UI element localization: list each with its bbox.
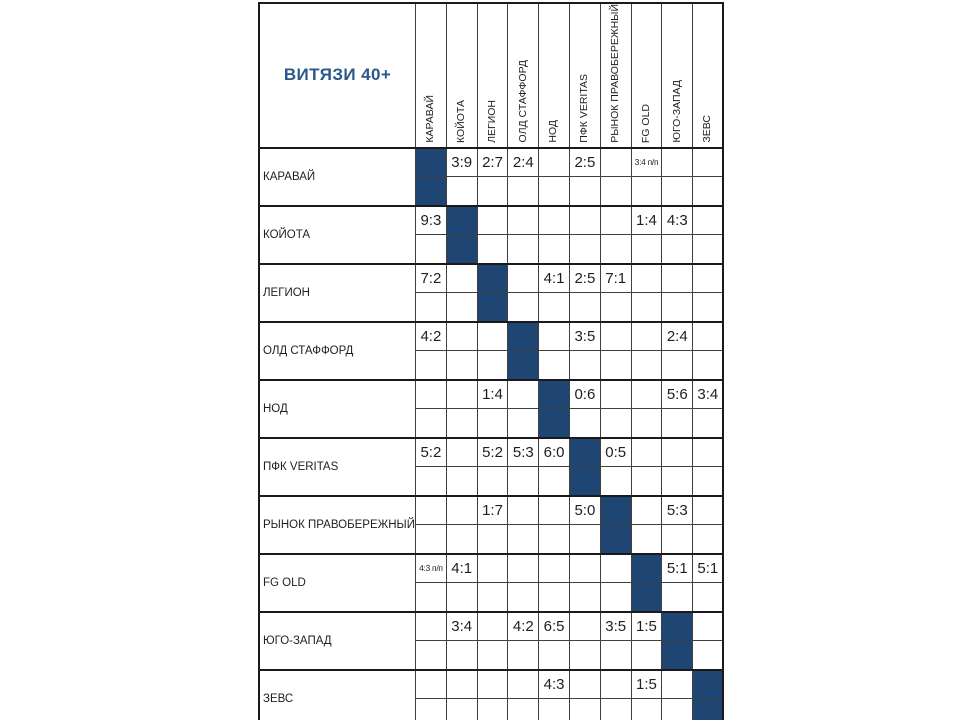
empty-cell [539, 177, 570, 206]
empty-cell [539, 322, 570, 351]
empty-cell [446, 438, 477, 467]
empty-cell [693, 583, 724, 612]
empty-cell [416, 380, 447, 409]
empty-cell [416, 409, 447, 438]
empty-cell [600, 148, 631, 177]
score-cell: 5:6 [662, 380, 693, 409]
empty-cell [631, 293, 662, 322]
column-header-label: ОЛД СТАФФОРД [516, 60, 529, 143]
empty-cell [600, 641, 631, 670]
empty-cell [416, 235, 447, 264]
row-label: ПФК VERITAS [259, 438, 416, 496]
team-row [259, 670, 723, 699]
empty-cell [631, 351, 662, 380]
column-header [600, 3, 631, 148]
empty-cell [600, 177, 631, 206]
score-cell: 6:5 [539, 612, 570, 641]
empty-cell [600, 322, 631, 351]
diagonal-cell [569, 467, 600, 496]
empty-cell [569, 583, 600, 612]
score-cell: 1:4 [477, 380, 508, 409]
team-row [259, 438, 723, 467]
empty-cell [631, 467, 662, 496]
empty-cell [662, 525, 693, 554]
empty-cell [600, 699, 631, 720]
empty-cell [631, 525, 662, 554]
empty-cell [662, 467, 693, 496]
empty-cell [693, 235, 724, 264]
empty-cell [662, 235, 693, 264]
score-cell: 5:3 [508, 438, 539, 467]
column-header-label: ЗЕВС [701, 115, 714, 143]
empty-cell [508, 264, 539, 293]
empty-cell [508, 699, 539, 720]
empty-cell [631, 380, 662, 409]
results-crosstable [258, 2, 724, 720]
empty-cell [508, 670, 539, 699]
column-header-label: КОЙОТА [454, 99, 467, 143]
column-header-label: ПФК VERITAS [578, 74, 591, 143]
empty-cell [569, 206, 600, 235]
empty-cell [416, 351, 447, 380]
empty-cell [539, 467, 570, 496]
diagonal-cell [600, 496, 631, 525]
team-row [259, 206, 723, 235]
empty-cell [662, 438, 693, 467]
empty-cell [662, 670, 693, 699]
empty-cell [477, 670, 508, 699]
empty-cell [416, 699, 447, 720]
score-cell: 1:5 [631, 670, 662, 699]
team-row [259, 264, 723, 293]
empty-cell [693, 322, 724, 351]
page-title: ВИТЯЗИ 40+ [283, 65, 392, 85]
empty-cell [446, 264, 477, 293]
empty-cell [416, 293, 447, 322]
empty-cell [508, 467, 539, 496]
empty-cell [446, 525, 477, 554]
empty-cell [662, 351, 693, 380]
empty-cell [600, 583, 631, 612]
empty-cell [693, 496, 724, 525]
score-cell: 5:1 [662, 554, 693, 583]
empty-cell [446, 351, 477, 380]
column-header-label: РЫНОК ПРАВОБЕРЕЖНЫЙ [608, 4, 621, 143]
empty-cell [600, 467, 631, 496]
score-cell: 2:5 [569, 264, 600, 293]
empty-cell [477, 525, 508, 554]
empty-cell [600, 206, 631, 235]
score-cell: 2:7 [477, 148, 508, 177]
score-cell: 4:1 [446, 554, 477, 583]
diagonal-cell [631, 583, 662, 612]
row-label: ЗЕВС [259, 670, 416, 720]
column-header-label: ЛЕГИОН [485, 99, 498, 143]
empty-cell [416, 525, 447, 554]
empty-cell [693, 264, 724, 293]
empty-cell [446, 293, 477, 322]
empty-cell [631, 409, 662, 438]
diagonal-cell [477, 264, 508, 293]
score-cell: 4:3 п/п [416, 554, 447, 583]
column-header-label: ЮГО-ЗАПАД [670, 80, 683, 143]
diagonal-cell [446, 206, 477, 235]
team-row [259, 148, 723, 177]
empty-cell [446, 380, 477, 409]
empty-cell [508, 177, 539, 206]
score-cell: 4:2 [508, 612, 539, 641]
empty-cell [539, 293, 570, 322]
score-cell: 3:4 [693, 380, 724, 409]
row-label: ОЛД СТАФФОРД [259, 322, 416, 380]
empty-cell [539, 206, 570, 235]
empty-cell [693, 293, 724, 322]
diagonal-cell [662, 612, 693, 641]
empty-cell [508, 554, 539, 583]
column-header [539, 3, 570, 148]
empty-cell [569, 612, 600, 641]
empty-cell [416, 670, 447, 699]
empty-cell [693, 525, 724, 554]
empty-cell [477, 409, 508, 438]
diagonal-cell [631, 554, 662, 583]
empty-cell [539, 641, 570, 670]
score-cell: 5:2 [416, 438, 447, 467]
diagonal-cell [416, 148, 447, 177]
empty-cell [446, 670, 477, 699]
score-cell: 5:3 [662, 496, 693, 525]
empty-cell [631, 322, 662, 351]
diagonal-cell [416, 177, 447, 206]
empty-cell [539, 148, 570, 177]
column-header [631, 3, 662, 148]
empty-cell [446, 322, 477, 351]
empty-cell [569, 525, 600, 554]
score-cell: 3:9 [446, 148, 477, 177]
empty-cell [569, 641, 600, 670]
score-cell: 3:5 [569, 322, 600, 351]
empty-cell [416, 496, 447, 525]
empty-cell [600, 293, 631, 322]
empty-cell [539, 525, 570, 554]
empty-cell [693, 409, 724, 438]
empty-cell [662, 583, 693, 612]
empty-cell [446, 496, 477, 525]
empty-cell [477, 554, 508, 583]
empty-cell [600, 554, 631, 583]
empty-cell [477, 699, 508, 720]
row-label: FG OLD [259, 554, 416, 612]
score-cell: 4:2 [416, 322, 447, 351]
score-cell: 4:3 [539, 670, 570, 699]
column-header [477, 3, 508, 148]
empty-cell [569, 235, 600, 264]
empty-cell [508, 496, 539, 525]
empty-cell [600, 409, 631, 438]
score-cell: 0:6 [569, 380, 600, 409]
diagonal-cell [508, 351, 539, 380]
team-row [259, 554, 723, 583]
empty-cell [477, 177, 508, 206]
empty-cell [693, 612, 724, 641]
empty-cell [662, 264, 693, 293]
column-header-label: НОД [547, 120, 560, 143]
team-row [259, 380, 723, 409]
empty-cell [693, 641, 724, 670]
score-cell: 3:5 [600, 612, 631, 641]
diagonal-cell [508, 322, 539, 351]
score-cell: 7:1 [600, 264, 631, 293]
empty-cell [662, 409, 693, 438]
empty-cell [569, 699, 600, 720]
empty-cell [477, 322, 508, 351]
empty-cell [446, 467, 477, 496]
empty-cell [416, 641, 447, 670]
empty-cell [600, 380, 631, 409]
empty-cell [662, 699, 693, 720]
empty-cell [631, 264, 662, 293]
table-title-cell [259, 3, 416, 148]
score-cell: 3:4 п/п [631, 148, 662, 177]
empty-cell [631, 235, 662, 264]
empty-cell [569, 293, 600, 322]
empty-cell [631, 438, 662, 467]
diagonal-cell [539, 380, 570, 409]
empty-cell [539, 351, 570, 380]
score-cell: 3:4 [446, 612, 477, 641]
empty-cell [631, 641, 662, 670]
score-cell: 4:1 [539, 264, 570, 293]
empty-cell [508, 235, 539, 264]
diagonal-cell [662, 641, 693, 670]
empty-cell [477, 583, 508, 612]
empty-cell [693, 467, 724, 496]
column-header [446, 3, 477, 148]
empty-cell [569, 670, 600, 699]
diagonal-cell [477, 293, 508, 322]
empty-cell [477, 641, 508, 670]
empty-cell [539, 583, 570, 612]
empty-cell [600, 351, 631, 380]
row-label: КОЙОТА [259, 206, 416, 264]
empty-cell [477, 467, 508, 496]
empty-cell [569, 409, 600, 438]
column-header [508, 3, 539, 148]
empty-cell [569, 554, 600, 583]
empty-cell [539, 554, 570, 583]
empty-cell [693, 148, 724, 177]
empty-cell [693, 351, 724, 380]
empty-cell [477, 235, 508, 264]
empty-cell [477, 612, 508, 641]
column-header-label: КАРАВАЙ [424, 95, 437, 143]
empty-cell [631, 177, 662, 206]
team-row [259, 612, 723, 641]
column-header [416, 3, 447, 148]
empty-cell [416, 583, 447, 612]
score-cell: 1:5 [631, 612, 662, 641]
empty-cell [693, 177, 724, 206]
empty-cell [416, 467, 447, 496]
diagonal-cell [693, 670, 724, 699]
diagonal-cell [569, 438, 600, 467]
empty-cell [446, 177, 477, 206]
diagonal-cell [693, 699, 724, 720]
row-label: НОД [259, 380, 416, 438]
team-row [259, 322, 723, 351]
score-cell: 5:2 [477, 438, 508, 467]
empty-cell [446, 699, 477, 720]
row-label: КАРАВАЙ [259, 148, 416, 206]
empty-cell [631, 699, 662, 720]
empty-cell [446, 641, 477, 670]
column-header [569, 3, 600, 148]
empty-cell [600, 235, 631, 264]
empty-cell [539, 699, 570, 720]
empty-cell [446, 409, 477, 438]
diagonal-cell [539, 409, 570, 438]
diagonal-cell [446, 235, 477, 264]
score-cell: 5:1 [693, 554, 724, 583]
empty-cell [631, 496, 662, 525]
score-cell: 1:4 [631, 206, 662, 235]
score-cell: 0:5 [600, 438, 631, 467]
empty-cell [693, 438, 724, 467]
column-header [662, 3, 693, 148]
empty-cell [508, 409, 539, 438]
empty-cell [662, 177, 693, 206]
empty-cell [662, 148, 693, 177]
empty-cell [539, 235, 570, 264]
empty-cell [600, 670, 631, 699]
empty-cell [508, 641, 539, 670]
empty-cell [508, 525, 539, 554]
empty-cell [508, 206, 539, 235]
empty-cell [446, 583, 477, 612]
empty-cell [416, 612, 447, 641]
score-cell: 1:7 [477, 496, 508, 525]
empty-cell [508, 583, 539, 612]
team-row [259, 496, 723, 525]
empty-cell [477, 351, 508, 380]
row-label: ЛЕГИОН [259, 264, 416, 322]
empty-cell [569, 351, 600, 380]
score-cell: 2:5 [569, 148, 600, 177]
empty-cell [662, 293, 693, 322]
row-label: ЮГО-ЗАПАД [259, 612, 416, 670]
score-cell: 6:0 [539, 438, 570, 467]
empty-cell [508, 380, 539, 409]
score-cell: 2:4 [508, 148, 539, 177]
empty-cell [539, 496, 570, 525]
score-cell: 7:2 [416, 264, 447, 293]
score-cell: 5:0 [569, 496, 600, 525]
score-cell: 4:3 [662, 206, 693, 235]
empty-cell [477, 206, 508, 235]
empty-cell [693, 206, 724, 235]
empty-cell [508, 293, 539, 322]
score-cell: 2:4 [662, 322, 693, 351]
row-label: РЫНОК ПРАВОБЕРЕЖНЫЙ [259, 496, 416, 554]
empty-cell [569, 177, 600, 206]
diagonal-cell [600, 525, 631, 554]
column-header [693, 3, 724, 148]
column-header-label: FG OLD [639, 103, 652, 143]
score-cell: 9:3 [416, 206, 447, 235]
